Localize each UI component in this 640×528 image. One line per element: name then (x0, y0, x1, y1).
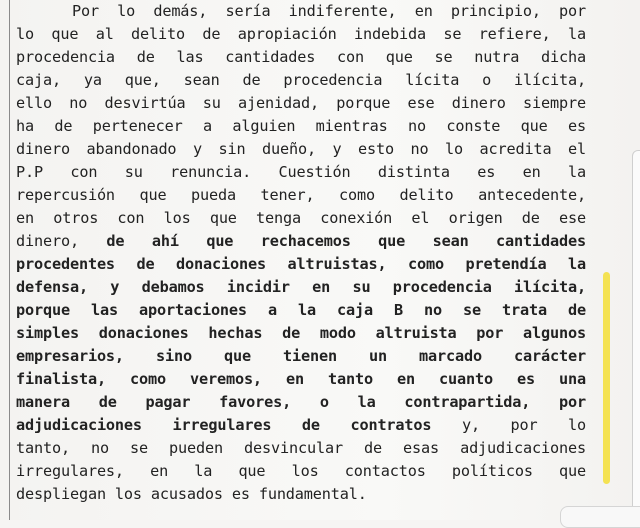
text-segment: dinero abandonado y sin dueño, y esto no lo acredita el (16, 140, 586, 158)
bold-text-segment: manera de pagar favores, o la contrapartida, por (16, 393, 586, 411)
paragraph-line (16, 299, 586, 322)
text-segment: irregulares, en la que los contactos políticos que (16, 462, 586, 480)
paragraph-line (16, 230, 586, 253)
text-segment: ello no desvirtúa su ajenidad, porque ese dinero siempre (16, 94, 586, 112)
bold-text-segment: porque las aportaciones a la caja B no se trata de (16, 301, 586, 319)
paragraph-line (16, 69, 586, 92)
side-scroll-panel[interactable] (632, 150, 640, 512)
paragraph-line (16, 414, 586, 437)
text-segment: Por lo demás, sería indiferente, en principio, por (72, 2, 586, 20)
paragraph-text (16, 0, 586, 506)
text-segment: en otros con los que tenga conexión el origen de ese (16, 209, 586, 227)
bold-text-segment: simples donaciones hechas de modo altruista por algunos (16, 324, 586, 342)
bold-text-segment: empresarios, sino que tienen un marcado carácter (16, 347, 586, 365)
paragraph-line (16, 161, 586, 184)
text-segment: despliegan los acusados es fundamental. (16, 485, 367, 503)
paragraph-line (16, 460, 586, 483)
paragraph-line (16, 138, 586, 161)
paragraph-line (16, 345, 586, 368)
text-segment: procedencia de las cantidades con que se nutra dicha (16, 48, 586, 66)
text-segment: P.P con su renuncia. Cuestión distinta es en la (16, 163, 586, 181)
yellow-highlight-marker (603, 272, 610, 484)
paragraph-line (16, 322, 586, 345)
paragraph-line (16, 253, 586, 276)
text-segment: ha de pertenecer a alguien mientras no conste que es (16, 117, 586, 135)
text-segment: dinero, (16, 232, 107, 250)
paragraph-line (16, 184, 586, 207)
paragraph-line (16, 23, 586, 46)
paragraph-line (16, 276, 586, 299)
paragraph-line (16, 368, 586, 391)
text-segment: caja, ya que, sean de procedencia lícita o ilícita, (16, 71, 586, 89)
left-margin-rule (9, 0, 10, 520)
text-segment: lo que al delito de apropiación indebida se refiere, la (16, 25, 586, 43)
bold-text-segment: procedentes de donaciones altruistas, como pretendía la (16, 255, 586, 273)
text-segment: y, por lo (431, 416, 586, 434)
bold-text-segment: de ahí que rechacemos que sean cantidades (106, 232, 586, 250)
paragraph-line (16, 92, 586, 115)
bold-text-segment: defensa, y debamos incidir en su procedencia ilícita, (16, 278, 586, 296)
paragraph-line (16, 0, 586, 23)
paragraph-line (16, 391, 586, 414)
bold-text-segment: finalista, como veremos, en tanto en cuanto es una (16, 370, 586, 388)
bottom-scroll-handle[interactable] (560, 506, 640, 528)
paragraph-line (16, 46, 586, 69)
paragraph-line (16, 115, 586, 138)
text-segment: tanto, no se pueden desvincular de esas adjudicaciones (16, 439, 586, 457)
paragraph-line (16, 207, 586, 230)
text-segment: repercusión que pueda tener, como delito antecedente, (16, 186, 586, 204)
paragraph-line (16, 483, 586, 506)
bold-text-segment: adjudicaciones irregulares de contratos (16, 416, 432, 434)
paragraph-line (16, 437, 586, 460)
